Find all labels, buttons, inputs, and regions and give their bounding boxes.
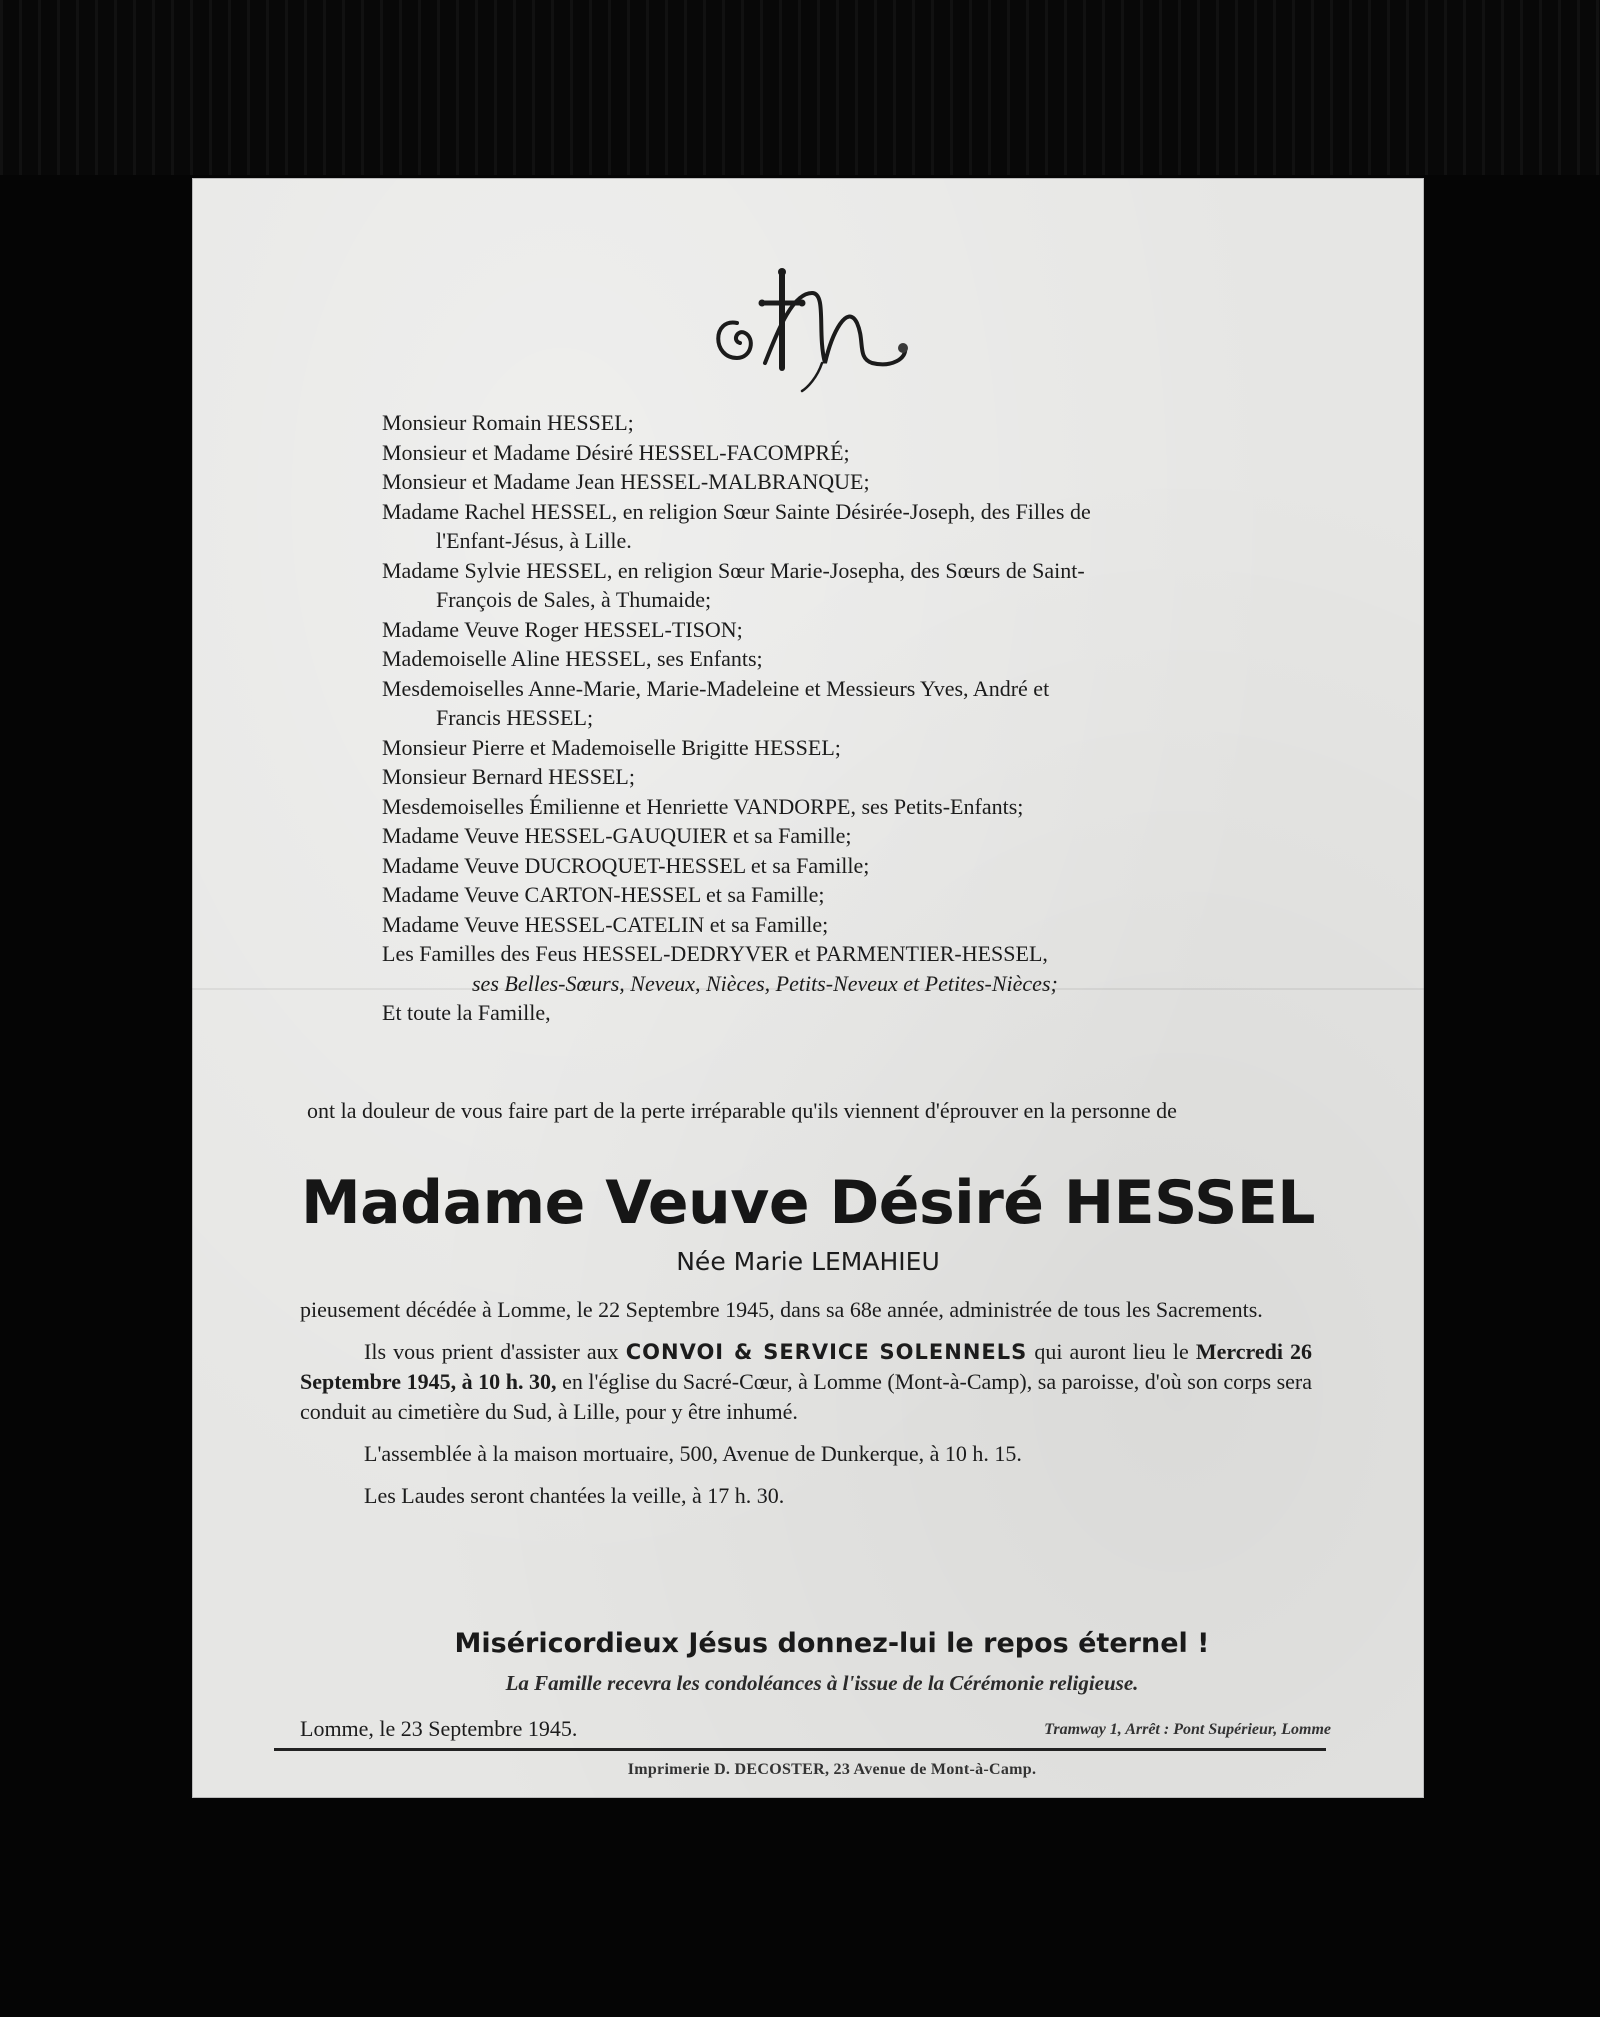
cross-monogram-icon (707, 263, 922, 393)
family-line: Mesdemoiselles Émilienne et Henriette VANDORPE, ses Petits-Enfants; (382, 793, 1024, 819)
family-line: Les Familles des Feus HESSEL-DEDRYVER et PARMENTIER-HESSEL, (382, 941, 1048, 966)
family-line: Madame Rachel HESSEL, en religion Sœur Sainte Désirée-Joseph, des Filles de (382, 498, 1091, 524)
maiden-name: Née Marie LEMAHIEU (676, 1247, 940, 1276)
family-line: Madame Sylvie HESSEL, en religion Sœur Marie-Josepha, des Sœurs de Saint- (382, 557, 1085, 583)
family-line: Madame Veuve HESSEL-GAUQUIER et sa Famille; (382, 823, 852, 848)
family-line: Mesdemoiselles Anne-Marie, Marie-Madeleine et Messieurs Yves, André et (382, 675, 1050, 701)
family-line: François de Sales, à Thumaide; (436, 587, 712, 612)
family-line: Monsieur et Madame Jean HESSEL-MALBRANQUE; (382, 469, 870, 494)
printer-credit: Imprimerie D. DECOSTER, 23 Avenue de Mont-à-Camp. (627, 1761, 1037, 1778)
family-line: Madame Veuve CARTON-HESSEL et sa Famille; (382, 882, 825, 907)
family-line: Francis HESSEL; (436, 705, 594, 730)
family-line: Monsieur Bernard HESSEL; (382, 764, 635, 789)
service-invitation (300, 1337, 1312, 1427)
deceased-name: Madame Veuve Désiré HESSEL (300, 1168, 1316, 1238)
tramway-info: Tramway 1, Arrêt : Pont Supérieur, Lomme (1044, 1721, 1331, 1738)
family-line: l'Enfant-Jésus, à Lille. (436, 528, 632, 553)
death-notice: pieusement décédée à Lomme, le 22 Septembre 1945, dans sa 68e année, administrée de tous les Sacrements. (300, 1297, 1263, 1322)
intro-text: ont la douleur de vous faire part de la perte irréparable qu'ils viennent d'éprouver en la personne de (307, 1098, 1177, 1123)
dateline: Lomme, le 23 Septembre 1945. (300, 1716, 578, 1741)
family-line: Madame Veuve HESSEL-CATELIN et sa Famille; (382, 911, 829, 937)
assembly-info: L'assemblée à la maison mortuaire, 500, Avenue de Dunkerque, à 10 h. 15. (364, 1441, 1022, 1466)
family-list (382, 408, 1300, 1028)
family-line: ses Belles-Sœurs, Neveux, Nièces, Petits-Neveux et Petites-Nièces; (472, 970, 1058, 996)
family-line: Monsieur et Madame Désiré HESSEL-FACOMPRÉ; (382, 439, 850, 465)
family-line: Et toute la Famille, (382, 1000, 551, 1025)
laudes-info: Les Laudes seront chantées la veille, à 17 h. 30. (364, 1483, 785, 1508)
scan-background (0, 0, 1600, 175)
notice-body (300, 1295, 1312, 1523)
prayer: Miséricordieux Jésus donnez-lui le repos éternel ! (454, 1628, 1210, 1659)
family-line: Monsieur Pierre et Mademoiselle Brigitte HESSEL; (382, 734, 841, 760)
family-line: Mademoiselle Aline HESSEL, ses Enfants; (382, 646, 763, 671)
family-line: Madame Veuve DUCROQUET-HESSEL et sa Famille; (382, 852, 870, 878)
family-line: Monsieur Romain HESSEL; (382, 410, 634, 435)
invite-mid: qui auront lieu le (1034, 1339, 1189, 1364)
divider (274, 1748, 1326, 1751)
invite-start: Ils vous prient d'assister aux (364, 1339, 619, 1364)
family-line: Madame Veuve Roger HESSEL-TISON; (382, 616, 743, 642)
service-title: CONVOI & SERVICE SOLENNELS (625, 1340, 1028, 1364)
funeral-notice-sheet (192, 178, 1424, 1798)
service-date: Mercredi 26 Septembre 1945, à 10 h. 30, (300, 1339, 1313, 1394)
invite-end: en l'église du Sacré-Cœur, à Lomme (Mont-à-Camp), sa paroisse, d'où son corps sera conduit au cimetière du Sud, à Lille, pour y être inhumé. (300, 1369, 1313, 1424)
condolences-note: La Famille recevra les condoléances à l'issue de la Cérémonie religieuse. (505, 1671, 1139, 1695)
